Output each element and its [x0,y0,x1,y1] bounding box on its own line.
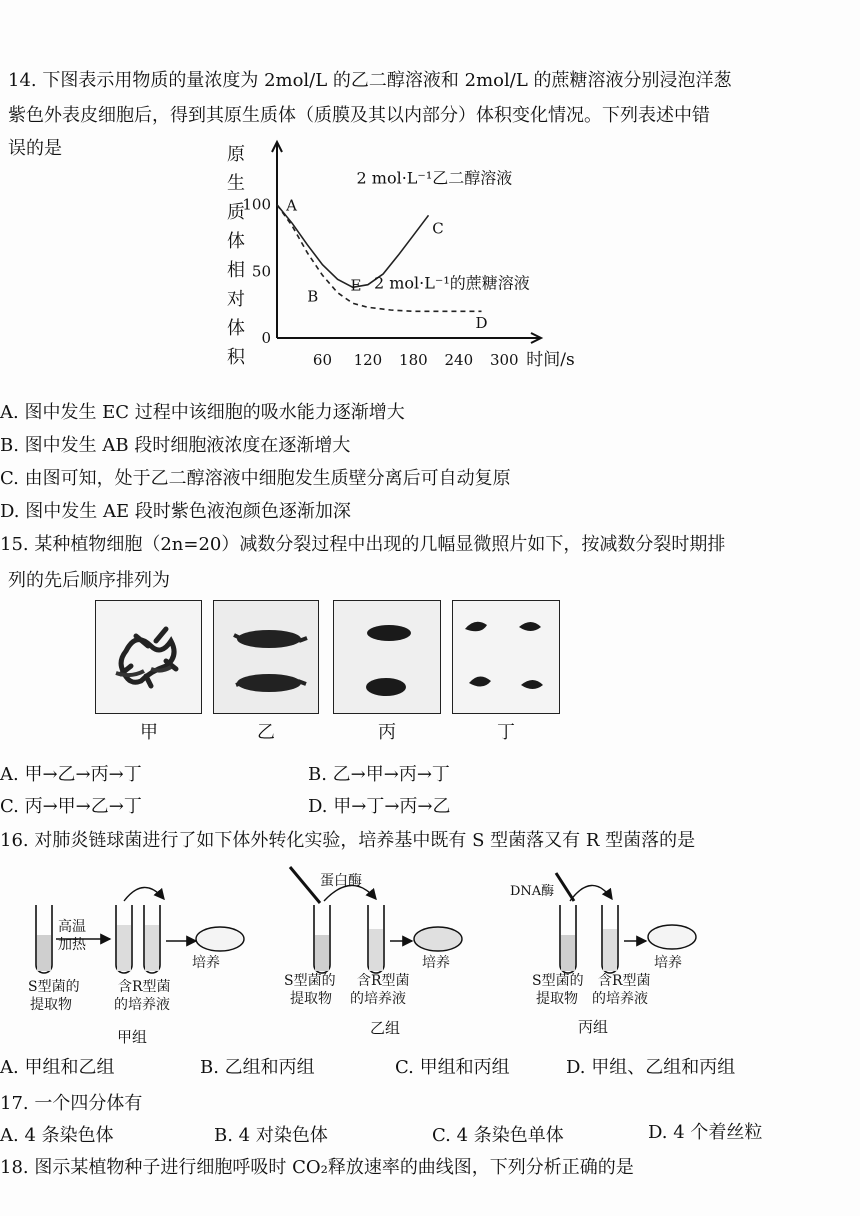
point-label: A [286,196,297,215]
q14-stem-line2: 紫色外表皮细胞后，得到其原生质体（质膜及其以内部分）体积变化情况。下列表述中错 [8,105,710,126]
q14-option-a: A. 图中发生 EC 过程中该细胞的吸水能力逐渐增大 [0,402,405,423]
q16-stem: 16. 对肺炎链球菌进行了如下体外转化实验，培养基中既有 S 型菌落又有 R 型菌落的是 [0,830,696,851]
y-tick-label: 50 [251,262,271,281]
y-tick-label: 0 [261,329,271,347]
point-label: C [432,219,444,238]
r-culture-label-bing-1: 含R型菌 [598,973,651,989]
y-tick-label: 100 [242,195,271,214]
point-label: E [350,276,362,295]
petri-dish-jia [196,927,244,951]
q17-option-a: A. 4 条染色体 [0,1125,114,1146]
series-label-glycol: 2 mol·L⁻¹乙二醇溶液 [356,168,513,188]
point-label: D [475,314,488,332]
photo-label-bing: 丙 [378,722,396,743]
q16-option-a: A. 甲组和乙组 [0,1057,115,1078]
x-tick-label: 240 [444,351,474,369]
group-jia-label: 甲组 [117,1028,148,1046]
x-tick-label: 180 [399,351,428,369]
r-culture-label-jia-1: 含R型菌 [118,979,171,995]
y-axis-label-char: 生 [227,173,245,194]
q14-option-b: B. 图中发生 AB 段时细胞液浓度在逐渐增大 [0,435,351,456]
r-culture-label-bing-2: 的培养液 [592,991,648,1007]
q15-stem-line2: 列的先后顺序排列为 [8,570,170,591]
q14-stem-line1: 14. 下图表示用物质的量浓度为 2mol/L 的乙二醇溶液和 2mol/L 的蔗糖溶液分别浸泡洋葱 [8,70,732,91]
protease-label: 蛋白酶 [320,873,362,889]
four-nuclei-image [453,601,559,713]
x-tick-label: 120 [353,351,383,369]
q14-stem-line3: 误的是 [8,138,62,159]
petri-dish-bing [648,925,696,949]
micrograph-ding [452,600,560,714]
q15-option-c: C. 丙→甲→乙→丁 [0,796,142,817]
y-axis-label-char: 对 [227,289,245,310]
group-yi-label: 乙组 [370,1019,401,1037]
r-culture-label-jia-2: 的培养液 [114,997,170,1013]
dropper-icon [290,867,320,903]
nuclei-image [334,601,440,713]
s-extract-label-yi-2: 提取物 [290,991,332,1007]
petri-dish-yi [414,927,462,951]
r-culture-label-yi-1: 含R型菌 [357,973,410,989]
y-axis-label-char: 原 [227,144,245,165]
photo-label-ding: 丁 [497,722,515,743]
s-extract-label-jia-1: S型菌的 [28,979,80,995]
micrograph-bing [333,600,441,714]
micrograph-jia [95,600,202,714]
group-bing-label: 丙组 [578,1018,609,1036]
dnase-label: DNA酶 [510,884,555,899]
q17-option-c: C. 4 条染色单体 [432,1125,564,1146]
y-axis-label-char: 相 [227,260,245,281]
s-extract-label-jia-2: 提取物 [30,997,72,1013]
s-extract-label-yi-1: S型菌的 [284,973,336,989]
y-axis-label-char: 体 [227,318,245,339]
y-axis-label-char: 质 [227,202,245,223]
q14-option-c: C. 由图可知，处于乙二醇溶液中细胞发生质壁分离后可自动复原 [0,468,511,489]
heat-label-1: 高温 [58,919,86,935]
y-axis-label-char: 体 [227,231,245,252]
culture-label-bing: 培养 [654,955,682,971]
q15-option-b: B. 乙→甲→丙→丁 [308,764,450,785]
x-axis-label: 时间/s [526,350,575,370]
q17-option-d: D. 4 个着丝粒 [648,1122,763,1143]
micrograph-yi [213,600,319,714]
s-extract-label-bing-2: 提取物 [536,991,578,1007]
dropper-icon [556,873,574,901]
point-label: B [307,287,319,306]
y-axis-label-char: 积 [227,347,245,368]
photo-label-jia: 甲 [140,722,158,743]
q15-option-d: D. 甲→丁→丙→乙 [308,796,451,817]
culture-label-jia: 培养 [192,955,220,971]
q17-option-b: B. 4 对染色体 [214,1125,328,1146]
q18-stem: 18. 图示某植物种子进行细胞呼吸时 CO₂释放速率的曲线图，下列分析正确的是 [0,1157,634,1178]
q15-option-a: A. 甲→乙→丙→丁 [0,764,142,785]
heat-label-2: 加热 [58,937,86,953]
q16-option-d: D. 甲组、乙组和丙组 [566,1057,736,1078]
s-extract-label-bing-1: S型菌的 [532,973,584,989]
series-label-sucrose: 2 mol·L⁻¹的蔗糖溶液 [373,273,530,293]
x-tick-label: 300 [489,351,519,369]
culture-label-yi: 培养 [422,955,450,971]
q16-option-c: C. 甲组和丙组 [395,1057,510,1078]
q16-option-b: B. 乙组和丙组 [200,1057,315,1078]
protoplast-volume-chart [215,140,575,380]
chromosome-pair-image [214,601,318,713]
r-culture-label-yi-2: 的培养液 [350,991,406,1007]
x-tick-label: 60 [312,351,333,369]
q14-option-d: D. 图中发生 AE 段时紫色液泡颜色逐渐加深 [0,501,351,522]
q15-stem-line1: 15. 某种植物细胞（2n=20）减数分裂过程中出现的几幅显微照片如下，按减数分裂时期排 [0,534,726,555]
photo-label-yi: 乙 [257,722,275,743]
q17-stem: 17. 一个四分体有 [0,1093,143,1114]
chromosome-cluster-image [96,601,201,713]
